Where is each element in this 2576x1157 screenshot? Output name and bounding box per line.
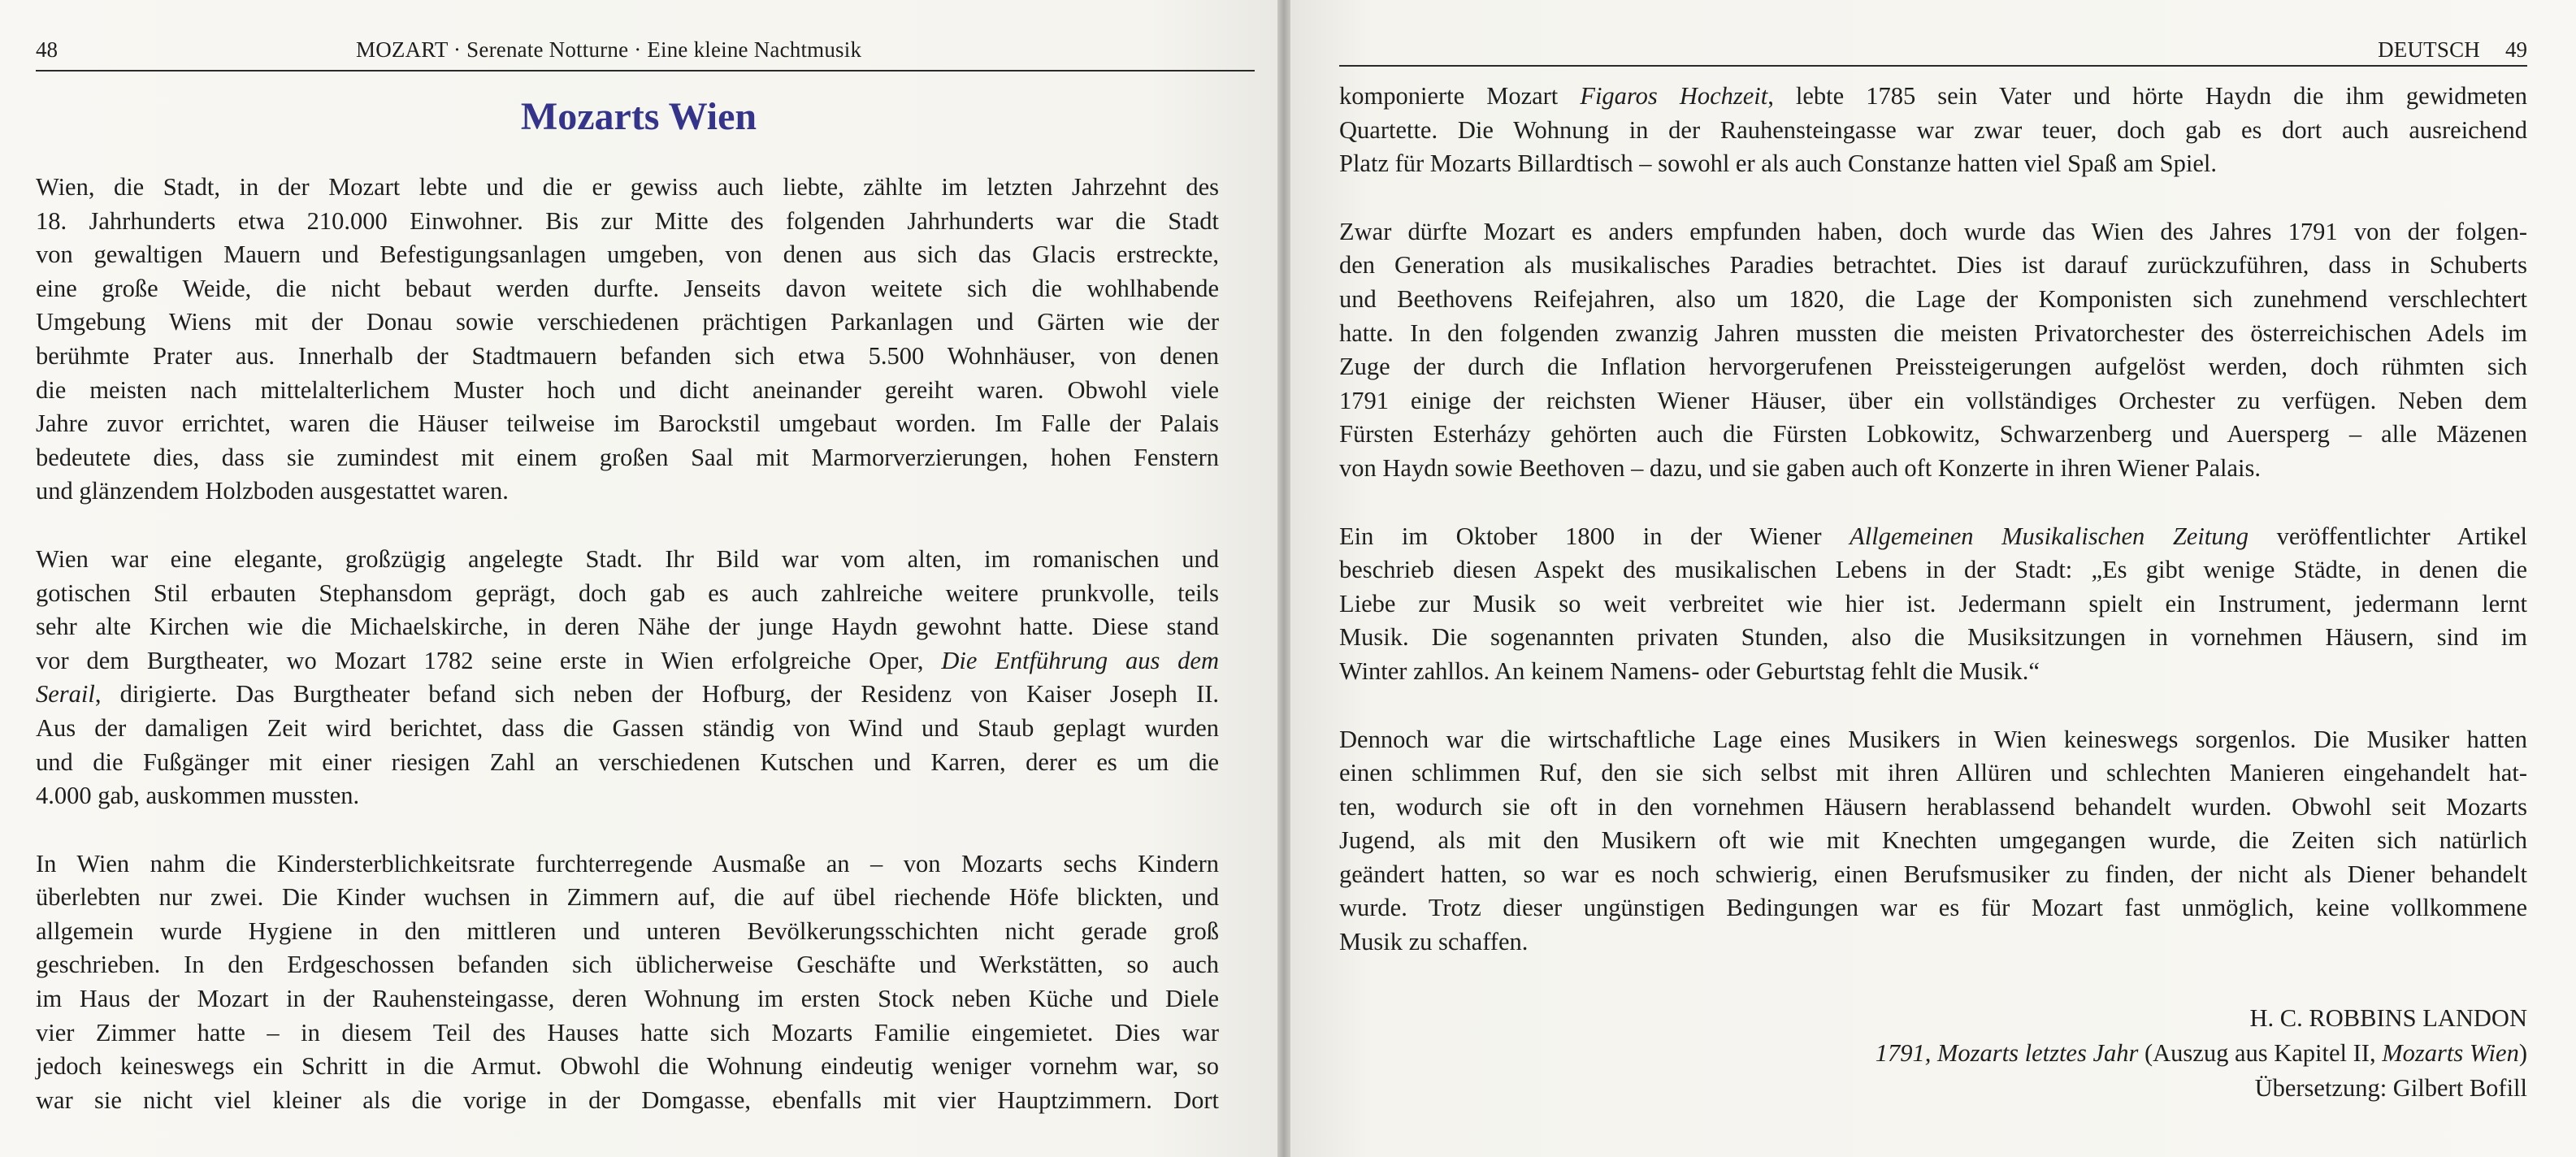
text-line: im Haus der Mozart in der Rauhensteingasse, deren Wohnung im ersten Stock neben Küche und Diele xyxy=(36,985,1219,1013)
left-header-rule xyxy=(36,70,1255,72)
right-page-number: 49 xyxy=(2505,37,2527,62)
newspaper-title: Allgemeinen Musikalischen Zeitung xyxy=(1850,522,2249,550)
left-page-number: 48 xyxy=(36,37,58,62)
text-line: jedoch keineswegs ein Schritt in die Armut. Obwohl die Wohnung eindeutig weniger vornehm war, so xyxy=(36,1052,1219,1081)
page-title: Mozarts Wien xyxy=(520,95,757,138)
text-line: Serail, dirigierte. Das Burgtheater befand sich neben der Hofburg, der Residenz von Kaiser Joseph II. xyxy=(36,680,1219,708)
text-line: 18. Jahrhunderts etwa 210.000 Einwohner. Bis zur Mitte des folgenden Jahrhunderts war die Stadt xyxy=(36,206,1219,235)
text-line: den Generation als musikalisches Paradies betrachtet. Dies ist darauf zurückzuführen, dass in Schuberts xyxy=(1339,251,2527,280)
paragraph-4 xyxy=(1339,215,2527,486)
text-line: überlebten nur zwei. Die Kinder wuchsen in Zimmern auf, die auf übel riechende Höfe blickten, und xyxy=(36,883,1219,912)
paragraph-1 xyxy=(36,171,1219,509)
text-line: Fürsten Esterházy gehörten auch die Fürsten Lobkowitz, Schwarzenberg und Auersperg – alle Mäzenen xyxy=(1339,420,2527,448)
text-line: vier Zimmer hatte – in diesem Teil des Hauses hatte sich Mozarts Familie eingemietet. Dies war xyxy=(36,1018,1219,1046)
text-line: Dennoch war die wirtschaftliche Lage eines Musikers in Wien keineswegs sorgenlos. Die Musiker hatten xyxy=(1339,725,2527,753)
text-line: vor dem Burgtheater, wo Mozart 1782 seine erste in Wien erfolgreiche Oper, Die Entführung aus dem xyxy=(36,646,1219,674)
paragraph-2 xyxy=(36,543,1219,813)
text-line: von Haydn sowie Beethoven – dazu, und sie gaben auch oft Konzerte in ihren Wiener Palais. xyxy=(1339,453,2261,482)
text-line: einen schlimmen Ruf, den sie sich selbst mit ihren Allüren und schlechten Manieren eingehandelt hat- xyxy=(1339,759,2527,787)
paragraph-6 xyxy=(1339,723,2527,960)
left-text-column xyxy=(36,171,1219,1117)
text-line: Quartette. Die Wohnung in der Rauhensteingasse war zwar teuer, doch gab es dort auch ausreichend xyxy=(1339,115,2527,144)
text-line: Aus der damaligen Zeit wird berichtet, dass die Gassen ständig von Wind und Staub geplagt wurden xyxy=(36,713,1219,742)
text-line: Ein im Oktober 1800 in der Wiener Allgemeinen Musikalischen Zeitung veröffentlichter Artikel xyxy=(1339,522,2527,550)
credit-author: H. C. ROBBINS LANDON xyxy=(2249,1004,2527,1032)
article-credit xyxy=(1876,1001,2527,1106)
text-line: und glänzendem Holzboden ausgestattet waren. xyxy=(36,477,509,505)
text-line: Platz für Mozarts Billardtisch – sowohl er als auch Constanze hatten viel Spaß am Spiel. xyxy=(1339,150,2217,178)
book-gutter xyxy=(1277,0,1290,1157)
text-line: sehr alte Kirchen wie die Michaelskirche, in deren Nähe der junge Haydn gewohnt hatte. Diese stand xyxy=(36,613,1219,641)
text-line: Umgebung Wiens mit der Donau sowie verschiedenen prächtigen Parkanlagen und Gärten wie der xyxy=(36,308,1219,336)
text-line: ten, wodurch sie oft in den vornehmen Häusern herablassend behandelt wurden. Obwohl seit Mozarts xyxy=(1339,792,2527,821)
right-page xyxy=(1290,0,2576,1157)
text-line: Musik zu schaffen. xyxy=(1339,928,1529,956)
text-line: Wien war eine elegante, großzügig angelegte Stadt. Ihr Bild war vom alten, im romanischen und xyxy=(36,544,1219,573)
credit-source: 1791, Mozarts letztes Jahr (Auszug aus Kapitel II, Mozarts Wien) xyxy=(1875,1039,2527,1067)
text-line: von gewaltigen Mauern und Befestigungsanlagen umgeben, von denen aus sich das Glacis erstreckte, xyxy=(36,240,1219,269)
left-running-head: MOZART · Serenate Notturne · Eine kleine Nachtmusik xyxy=(356,37,862,62)
paragraph-5 xyxy=(1339,520,2527,689)
text-line: Wien, die Stadt, in der Mozart lebte und die er gewiss auch liebte, zählte im letzten Jahrzehnt des xyxy=(36,173,1219,201)
text-line: Zuge der durch die Inflation hervorgerufenen Preissteigerungen aufgelöst werden, doch rühmten sich xyxy=(1339,353,2527,381)
credit-translation: Übersetzung: Gilbert Bofill xyxy=(2254,1074,2527,1102)
text-line: geschrieben. In den Erdgeschossen befanden sich üblicherweise Geschäfte und Werkstätten, so auch xyxy=(36,951,1219,979)
text-line: bedeutete dies, dass sie zumindest mit einem großen Saal mit Marmorverzierungen, hohen Fenstern xyxy=(36,443,1219,471)
opera-title: Figaros Hochzeit xyxy=(1580,82,1768,110)
right-text-column xyxy=(1339,80,2527,960)
text-line: wurde. Trotz dieser ungünstigen Bedingungen war es für Mozart fast unmöglich, keine vollkommene xyxy=(1339,894,2527,922)
text-line: die meisten nach mittelalterlichem Muster hoch und dicht aneinander gereiht waren. Obwohl viele xyxy=(36,375,1219,404)
text-line: eine große Weide, die nicht bebaut werden durfte. Jenseits davon weitete sich die wohlhabende xyxy=(36,274,1219,302)
text-line: Winter zahllos. An keinem Namens- oder Geburtstag fehlt die Musik.“ xyxy=(1339,656,2040,685)
text-line: 4.000 gab, auskommen mussten. xyxy=(36,782,360,810)
text-line: Jugend, als mit den Musikern oft wie mit Knechten umgegangen wurde, die Zeiten sich natürlich xyxy=(1339,826,2527,855)
opera-title: Die Entführung aus dem xyxy=(941,646,1219,674)
left-page xyxy=(0,0,1277,1157)
text-line: 1791 einige der reichsten Wiener Häuser, über ein vollständiges Orchester zu verfügen. Neben dem xyxy=(1339,386,2527,414)
paragraph-continued xyxy=(1339,80,2527,181)
text-line: und Beethovens Reifejahren, also um 1820, die Lage der Komponisten sich zunehmend verschlechtert xyxy=(1339,284,2527,313)
text-line: war sie nicht viel kleiner als die vorige in der Domgasse, ebenfalls mit vier Hauptzimmern. Dort xyxy=(36,1086,1219,1114)
text-line: In Wien nahm die Kindersterblichkeitsrate furchterregende Ausmaße an – von Mozarts sechs Kindern xyxy=(36,849,1219,878)
text-line: allgemein wurde Hygiene in den mittleren und unteren Bevölkerungsschichten nicht gerade groß xyxy=(36,916,1219,945)
paragraph-3 xyxy=(36,847,1219,1118)
text-line: Musik. Die sogenannten privaten Stunden, also die Musiksitzungen in vornehmen Häusern, sind im xyxy=(1339,623,2527,652)
text-line: beschrieb diesen Aspekt des musikalischen Lebens in der Stadt: „Es gibt wenige Städte, in denen die xyxy=(1339,556,2527,584)
right-header-rule xyxy=(1339,65,2527,67)
right-running-head: DEUTSCH xyxy=(2378,37,2480,62)
opera-title-tail: Serail xyxy=(36,680,95,708)
text-line: gotischen Stil erbauten Stephansdom geprägt, doch gab es auch zahlreiche weitere prunkvolle, teils xyxy=(36,578,1219,607)
text-line: Jahre zuvor errichtet, waren die Häuser teilweise im Barockstil umgebaut worden. Im Falle der Palais xyxy=(36,410,1219,438)
text-line: Liebe zur Musik so weit verbreitet wie hier ist. Jedermann spielt ein Instrument, jedermann lernt xyxy=(1339,589,2527,618)
text-line: hatte. In den folgenden zwanzig Jahren mussten die meisten Privatorchester des österreichischen Adels im xyxy=(1339,318,2527,347)
text-line: Zwar dürfte Mozart es anders empfunden haben, doch wurde das Wien des Jahres 1791 von der folgen- xyxy=(1339,217,2527,245)
text-line: berühmte Prater aus. Innerhalb der Stadtmauern befanden sich etwa 5.500 Wohnhäuser, von denen xyxy=(36,341,1219,370)
text-line: komponierte Mozart Figaros Hochzeit, lebte 1785 sein Vater und hörte Haydn die ihm gewidmeten xyxy=(1339,82,2527,110)
text-line: und die Fußgänger mit einer riesigen Zahl an verschiedenen Kutschen und Karren, derer es um die xyxy=(36,748,1219,776)
text-line: geändert hatten, so war es noch schwierig, einen Berufsmusiker zu finden, der nicht als Diener behandelt xyxy=(1339,860,2527,888)
